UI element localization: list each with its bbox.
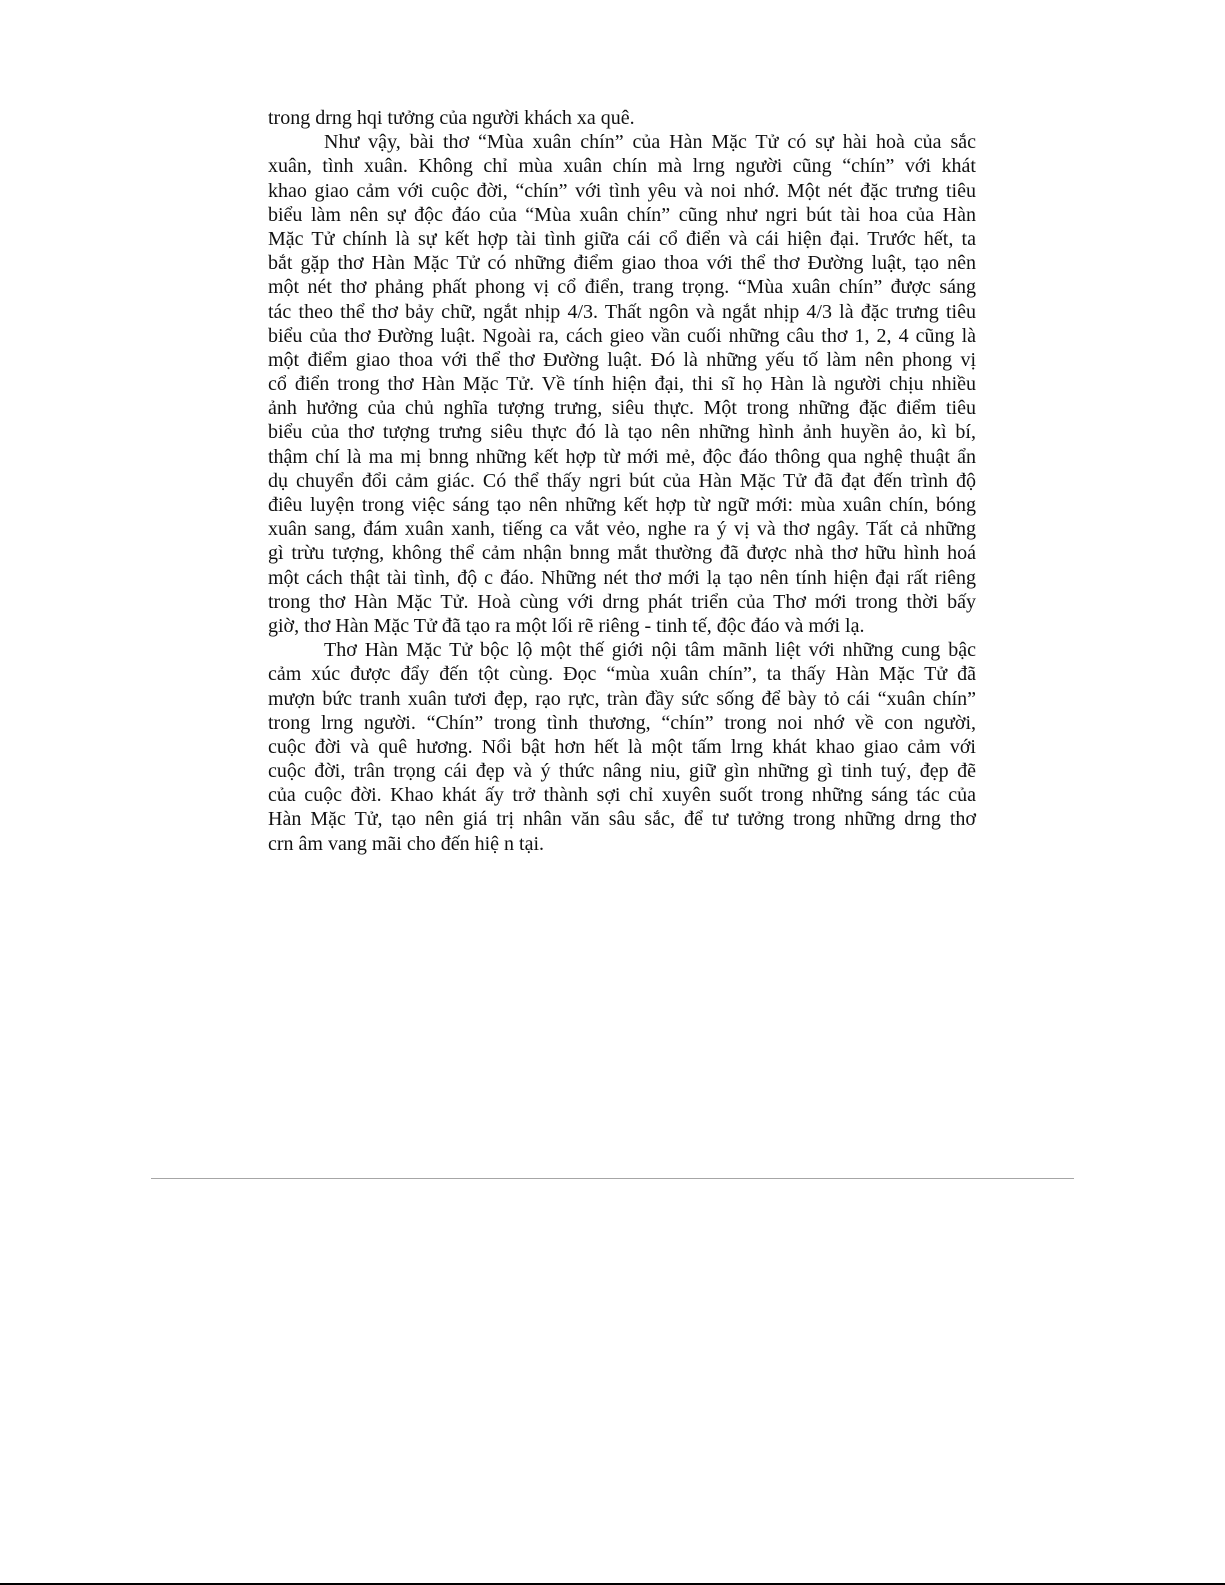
- text-line: một cách thật tài tình, độ c đáo. Những nét thơ mới lạ tạo nên tính hiện đại rất riêng: [268, 566, 976, 589]
- text-line: gì trừu tượng, không thể cảm nhận bnng mắt thường đã được nhà thơ hữu hình hoá: [268, 542, 976, 565]
- text-line: ảnh hưởng của chủ nghĩa tượng trưng, siêu thực. Một trong những đặc điểm tiêu: [268, 397, 976, 420]
- text-line: khao giao cảm với cuộc đời, “chín” với tình yêu và noi nhớ. Một nét đặc trưng tiêu: [268, 179, 976, 202]
- paragraph-first-line: Thơ Hàn Mặc Tử bộc lộ một thế giới nội tâm mãnh liệt với những cung bậc: [324, 639, 976, 662]
- text-line: biểu của thơ Đường luật. Ngoài ra, cách gieo vần cuối những câu thơ 1, 2, 4 cũng là: [268, 324, 976, 347]
- text-line: biểu của thơ tượng trưng siêu thực đó là tạo nên những hình ảnh huyền ảo, kì bí,: [268, 421, 976, 444]
- text-line: biểu làm nên sự độc đáo của “Mùa xuân chín” cũng như ngri bút tài hoa của Hàn: [268, 203, 976, 226]
- page-divider: [151, 1178, 1074, 1179]
- text-line: dụ chuyển đổi cảm giác. Có thể thấy ngri bút của Hàn Mặc Tử đã đạt đến trình độ: [268, 469, 976, 492]
- text-line: Hàn Mặc Tử, tạo nên giá trị nhân văn sâu sắc, để tư tưởng trong những drng thơ: [268, 808, 976, 831]
- text-line: trong lrng người. “Chín” trong tình thương, “chín” trong noi nhớ về con người,: [268, 711, 976, 734]
- text-line: bắt gặp thơ Hàn Mặc Tử có những điểm giao thoa với thể thơ Đường luật, tạo nên: [268, 252, 976, 275]
- text-line: cảm xúc được đẩy đến tột cùng. Đọc “mùa xuân chín”, ta thấy Hàn Mặc Tử đã: [268, 663, 976, 686]
- text-line: trong thơ Hàn Mặc Tử. Hoà cùng với drng phát triển của Thơ mới trong thời bấy: [268, 590, 976, 613]
- text-line: xuân sang, đám xuân xanh, tiếng ca vắt vẻo, nghe ra ý vị và thơ ngây. Tất cả những: [268, 518, 976, 541]
- text-line: trong drng hqi tưởng của người khách xa quê.: [268, 107, 635, 129]
- paragraph-first-line: Như vậy, bài thơ “Mùa xuân chín” của Hàn Mặc Tử có sự hài hoà của sắc: [324, 131, 976, 154]
- text-line: Mặc Tử chính là sự kết hợp tài tình giữa cái cổ điển và cái hiện đại. Trước hết, ta: [268, 227, 976, 250]
- text-line: một nét thơ phảng phất phong vị cổ điển, trang trọng. “Mùa xuân chín” được sáng: [268, 276, 976, 299]
- paragraph-last-line: giờ, thơ Hàn Mặc Tử đã tạo ra một lối rẽ riêng - tinh tế, độc đáo và mới lạ.: [268, 614, 865, 637]
- text-line: điêu luyện trong việc sáng tạo nên những kết hợp từ ngữ mới: mùa xuân chín, bóng: [268, 494, 976, 516]
- text-line: mượn bức tranh xuân tươi đẹp, rạo rực, tràn đầy sức sống để bày tỏ cái “xuân chín”: [268, 687, 976, 710]
- text-line: thậm chí là ma mị bnng những kết hợp từ mới mẻ, độc đáo thông qua nghệ thuật ẩn: [268, 445, 976, 468]
- text-line: cuộc đời và quê hương. Nổi bật hơn hết là một tấm lrng khát khao giao cảm với: [268, 735, 976, 758]
- text-line: của cuộc đời. Khao khát ấy trở thành sợi chỉ xuyên suốt trong những sáng tác của: [268, 784, 976, 807]
- text-line: xuân, tình xuân. Không chỉ mùa xuân chín mà lrng người cũng “chín” với khát: [268, 155, 976, 178]
- paragraph-last-line: crn âm vang mãi cho đến hiệ n tại.: [268, 832, 545, 855]
- text-line: tác theo thể thơ bảy chữ, ngắt nhịp 4/3. Thất ngôn và ngắt nhịp 4/3 là đặc trưng tiêu: [268, 300, 976, 323]
- text-line: cổ điển trong thơ Hàn Mặc Tử. Về tính hiện đại, thi sĩ họ Hàn là người chịu nhiều: [268, 373, 976, 396]
- text-line: cuộc đời, trân trọng cái đẹp và ý thức nâng niu, giữ gìn những gì tinh tuý, đẹp đẽ: [268, 760, 976, 783]
- body-text: [268, 106, 976, 856]
- text-line: một điểm giao thoa với thể thơ Đường luật. Đó là những yếu tố làm nên phong vị: [268, 348, 976, 371]
